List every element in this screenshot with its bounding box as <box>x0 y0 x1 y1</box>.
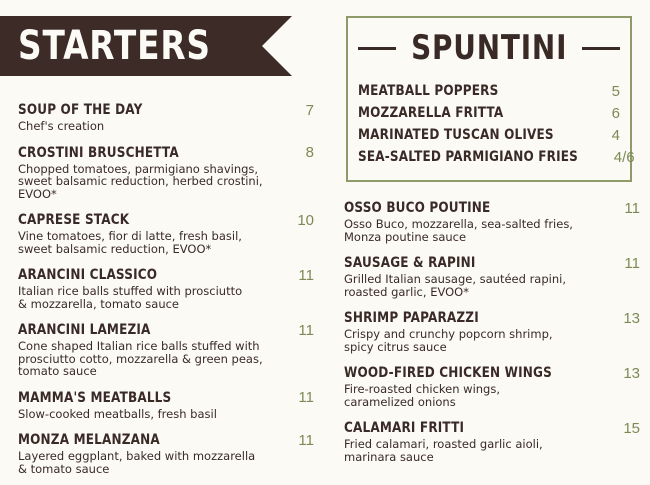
desc-line: & mozzarella, tomato sauce <box>18 296 179 311</box>
starters-list <box>18 100 314 485</box>
menu-item <box>18 100 314 133</box>
menu-item <box>344 198 640 243</box>
item-name: SAUSAGE & RAPINI <box>344 255 476 271</box>
item-price: 8 <box>305 144 314 161</box>
desc-line: spicy citrus sauce <box>344 339 447 354</box>
item-name: CALAMARI FRITTI <box>344 420 465 436</box>
menu-item <box>18 143 314 201</box>
desc-line: Slow-cooked meatballs, fresh basil <box>18 406 217 421</box>
item-description <box>344 383 640 408</box>
desc-line: EVOO* <box>18 186 57 201</box>
menu-item <box>344 253 640 298</box>
item-description <box>18 230 314 255</box>
menu-item <box>344 418 640 463</box>
item-description <box>344 273 640 298</box>
desc-line: Osso Buco, mozzarella, sea-salted fries, <box>344 217 573 231</box>
spuntini-title: SPUNTINI <box>410 28 568 68</box>
spuntini-box <box>346 16 635 182</box>
desc-line: prosciutto cotto, mozzarella & green peas, <box>18 351 263 366</box>
item-name: MONZA MELANZANA <box>18 432 160 448</box>
item-price: 11 <box>298 431 314 449</box>
item-name: SOUP OF THE DAY <box>18 102 143 118</box>
item-name: MAMMA'S MEATBALLS <box>18 389 172 406</box>
title-dash-right <box>582 47 620 50</box>
item-name: ARANCINI LAMEZIA <box>18 322 151 338</box>
item-price: 6 <box>611 104 620 122</box>
spuntini-list <box>358 80 635 168</box>
item-description <box>18 340 314 378</box>
item-name: OSSO BUCO POUTINE <box>344 200 491 216</box>
item-name: SEA-SALTED PARMIGIANO FRIES <box>358 149 578 165</box>
desc-line: sweet balsamic reduction, EVOO* <box>18 241 212 256</box>
item-name: CAPRESE STACK <box>18 212 130 228</box>
item-name: WOOD-FIRED CHICKEN WINGS <box>344 365 552 381</box>
spuntini-item <box>358 124 620 146</box>
desc-line: roasted garlic, EVOO* <box>344 284 469 299</box>
title-dash-left <box>358 47 396 50</box>
item-price: 7 <box>305 101 314 119</box>
item-description <box>18 120 314 133</box>
item-description <box>344 328 640 353</box>
item-price: 10 <box>297 211 314 229</box>
item-name: MOZZARELLA FRITTA <box>358 105 504 121</box>
desc-line: & tomato sauce <box>18 461 110 476</box>
item-price: 11 <box>624 199 640 217</box>
item-price: 11 <box>298 389 314 406</box>
item-price: 11 <box>624 254 640 272</box>
desc-line: Crispy and crunchy popcorn shrimp, <box>344 327 553 341</box>
desc-line: Monza poutine sauce <box>344 229 467 244</box>
right-menu-list <box>344 198 640 473</box>
item-description <box>18 285 314 310</box>
menu-item <box>18 430 314 475</box>
desc-line: Fried calamari, roasted garlic aioli, <box>344 437 543 451</box>
item-price: 15 <box>623 419 640 437</box>
item-description <box>18 450 314 475</box>
desc-line: tomato sauce <box>18 364 97 378</box>
item-name: SHRIMP PAPARAZZI <box>344 310 479 326</box>
spuntini-header <box>348 24 630 72</box>
item-price: 11 <box>298 321 314 339</box>
desc-line: Chef's creation <box>18 119 105 133</box>
item-price: 13 <box>623 364 640 382</box>
desc-line: sweet balsamic reduction, herbed crostini, <box>18 174 263 188</box>
item-description <box>18 408 314 421</box>
desc-line: Grilled Italian sausage, sautéed rapini, <box>344 272 566 286</box>
spuntini-item <box>358 80 620 102</box>
spuntini-item <box>358 146 635 168</box>
item-price: 11 <box>298 266 314 284</box>
item-price: 4 <box>611 126 620 144</box>
desc-line: caramelized onions <box>344 394 456 409</box>
item-name: ARANCINI CLASSICO <box>18 267 158 283</box>
menu-item <box>18 210 314 255</box>
item-description <box>18 163 314 201</box>
menu-item <box>344 308 640 353</box>
item-price: 13 <box>623 309 640 327</box>
item-price: 4/6 <box>613 148 635 166</box>
menu-item <box>18 320 314 378</box>
item-description <box>344 438 640 463</box>
menu-item <box>344 363 640 408</box>
starters-banner <box>0 16 292 76</box>
desc-line: marinara sauce <box>344 449 434 464</box>
item-description <box>344 218 640 243</box>
desc-line: Chopped tomatoes, parmigiano shavings, <box>18 161 259 176</box>
item-price: 5 <box>611 82 620 100</box>
menu-item <box>18 388 314 421</box>
desc-line: Italian rice balls stuffed with prosciutto <box>18 284 243 298</box>
starters-title: STARTERS <box>18 23 211 69</box>
desc-line: Cone shaped Italian rice balls stuffed with <box>18 339 260 353</box>
spuntini-item <box>358 102 620 124</box>
item-name: MEATBALL POPPERS <box>358 83 499 99</box>
item-name: CROSTINI BRUSCHETTA <box>18 144 179 161</box>
desc-line: Fire-roasted chicken wings, <box>344 382 500 396</box>
desc-line: Layered eggplant, baked with mozzarella <box>18 449 256 463</box>
menu-item <box>18 265 314 310</box>
item-name: MARINATED TUSCAN OLIVES <box>358 127 554 143</box>
desc-line: Vine tomatoes, fior di latte, fresh basil, <box>18 229 242 243</box>
